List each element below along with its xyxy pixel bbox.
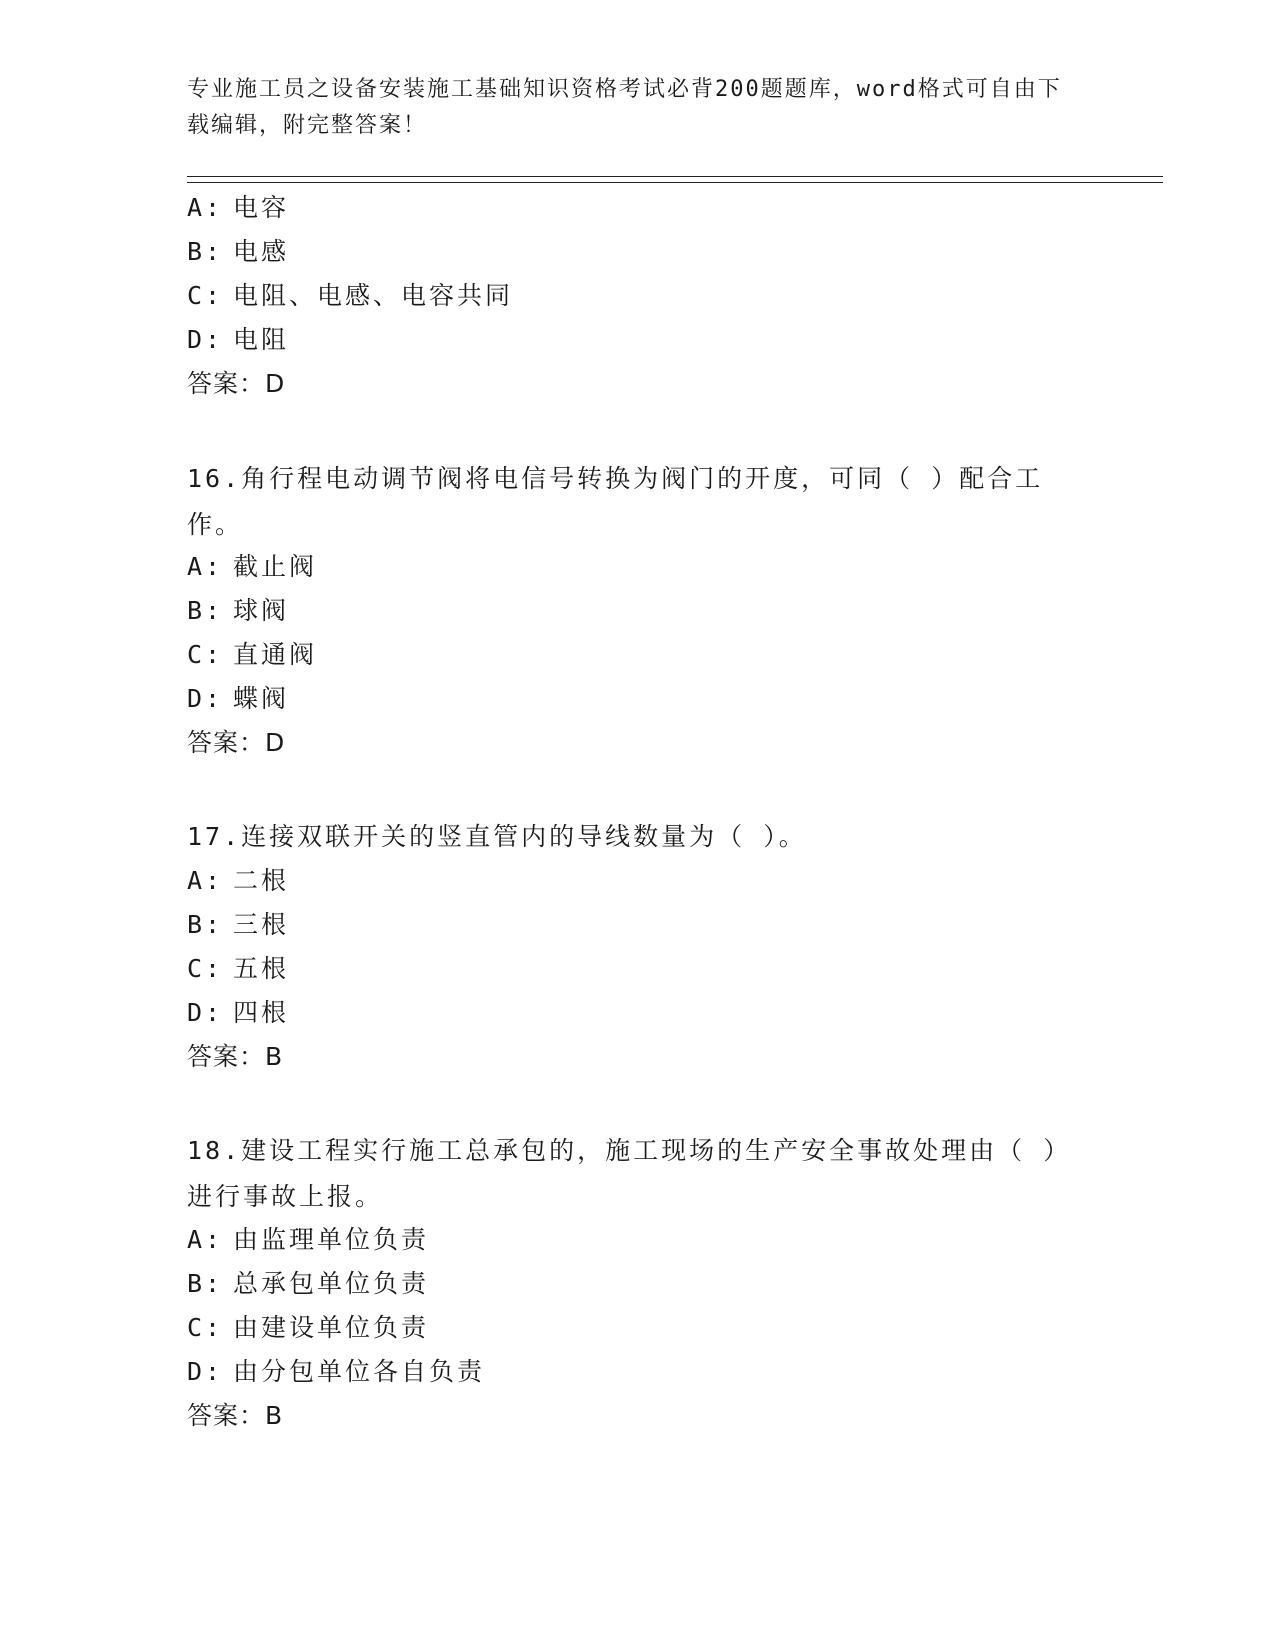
option-key: C: bbox=[187, 1313, 224, 1342]
option-key: A: bbox=[187, 552, 224, 581]
option-b bbox=[187, 1268, 429, 1300]
option-text: 直通阀 bbox=[233, 640, 318, 669]
option-key: B: bbox=[187, 596, 224, 625]
option-text: 二根 bbox=[233, 866, 290, 895]
option-text: 由分包单位各自负责 bbox=[233, 1357, 486, 1386]
option-c bbox=[187, 1312, 429, 1344]
option-d bbox=[187, 997, 289, 1029]
option-text: 电阻 bbox=[233, 325, 290, 354]
option-text: 截止阀 bbox=[233, 552, 318, 581]
option-key: B: bbox=[187, 910, 224, 939]
option-b bbox=[187, 236, 289, 268]
answer-line: 答案：D bbox=[187, 728, 286, 757]
option-key: C: bbox=[187, 954, 224, 983]
option-text: 电容 bbox=[233, 193, 290, 222]
option-d bbox=[187, 324, 289, 356]
question-text: 16.角行程电动调节阀将电信号转换为阀门的开度，可同（ ）配合工作。 bbox=[187, 464, 1044, 539]
option-key: B: bbox=[187, 1269, 224, 1298]
header-rule-bottom bbox=[187, 182, 1163, 183]
option-a bbox=[187, 865, 289, 897]
header-rule-top bbox=[187, 176, 1163, 177]
option-text: 电感 bbox=[233, 237, 290, 266]
option-text: 由监理单位负责 bbox=[233, 1225, 430, 1254]
option-b bbox=[187, 595, 289, 627]
option-key: A: bbox=[187, 1225, 224, 1254]
option-text: 五根 bbox=[233, 954, 290, 983]
option-text: 电阻、电感、电容共同 bbox=[233, 281, 514, 310]
option-d bbox=[187, 683, 289, 715]
option-c bbox=[187, 639, 317, 671]
option-text: 由建设单位负责 bbox=[233, 1313, 430, 1342]
option-a bbox=[187, 1224, 429, 1256]
question-text: 17.连接双联开关的竖直管内的导线数量为（ ）。 bbox=[187, 822, 807, 851]
option-a bbox=[187, 551, 317, 583]
document-header: 专业施工员之设备安装施工基础知识资格考试必背200题题库，word格式可自由下载编辑，附完整答案！ bbox=[187, 77, 1062, 138]
option-key: C: bbox=[187, 281, 224, 310]
option-text: 四根 bbox=[233, 998, 290, 1027]
option-text: 总承包单位负责 bbox=[233, 1269, 430, 1298]
option-key: B: bbox=[187, 237, 224, 266]
question-text: 18.建设工程实行施工总承包的，施工现场的生产安全事故处理由（ ）进行事故上报。 bbox=[187, 1136, 1059, 1211]
answer-line: 答案：B bbox=[187, 1401, 284, 1430]
option-key: D: bbox=[187, 1357, 224, 1386]
option-c bbox=[187, 953, 289, 985]
answer-line: 答案：B bbox=[187, 1042, 284, 1071]
option-a bbox=[187, 192, 289, 224]
option-text: 三根 bbox=[233, 910, 290, 939]
option-c bbox=[187, 280, 513, 312]
option-key: A: bbox=[187, 193, 224, 222]
option-text: 蝶阀 bbox=[233, 684, 290, 713]
option-key: D: bbox=[187, 684, 224, 713]
option-d bbox=[187, 1356, 485, 1388]
option-key: D: bbox=[187, 325, 224, 354]
option-key: D: bbox=[187, 998, 224, 1027]
option-text: 球阀 bbox=[233, 596, 290, 625]
answer-line: 答案：D bbox=[187, 369, 286, 398]
option-key: C: bbox=[187, 640, 224, 669]
option-b bbox=[187, 909, 289, 941]
option-key: A: bbox=[187, 866, 224, 895]
